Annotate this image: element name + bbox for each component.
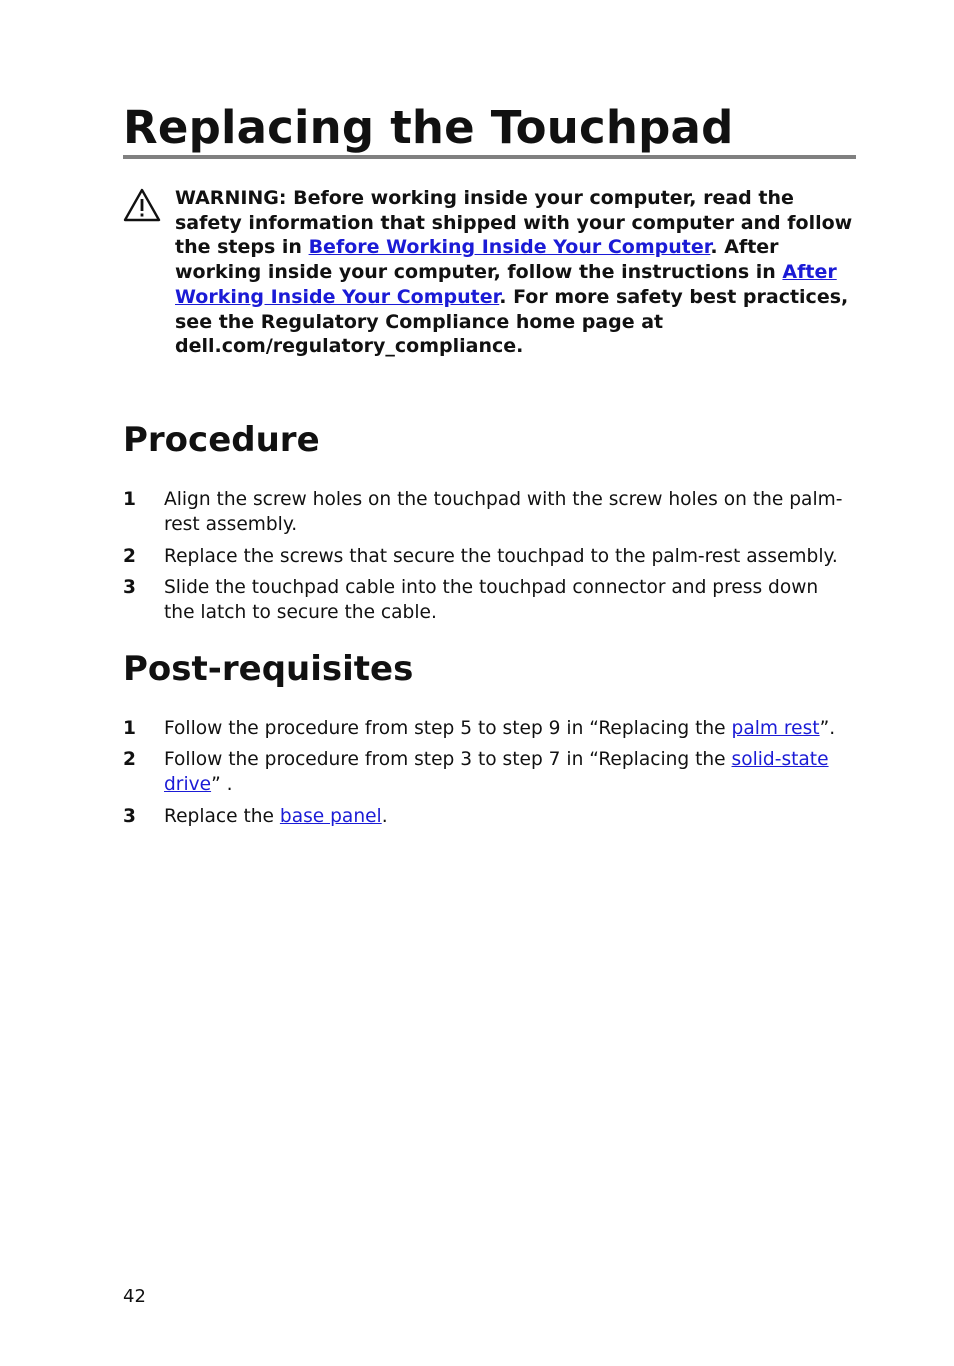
postrequisites-steps	[123, 716, 853, 829]
after-working-link[interactable]: After Working Inside Your Computer	[175, 261, 837, 308]
postrequisite-step: 2 Follow the procedure from step 3 to step 7 in “Replacing the solid-state drive” .	[123, 749, 829, 795]
page-number: 42	[123, 1286, 146, 1307]
step-text: Align the screw holes on the touchpad with the screw holes on the palm-rest assembly.	[164, 489, 843, 535]
step-number: 2	[123, 546, 136, 567]
procedure-heading: Procedure	[123, 420, 320, 460]
procedure-step	[123, 544, 853, 569]
step-number: 3	[123, 577, 136, 598]
postrequisite-step: 3 Replace the base panel.	[123, 806, 388, 827]
procedure-steps	[123, 487, 853, 625]
step-number: 1	[123, 489, 136, 510]
postrequisites-heading: Post-requisites	[123, 649, 414, 689]
step-text: Replace the screws that secure the touchpad to the palm-rest assembly.	[164, 546, 838, 567]
postrequisite-step: 1 Follow the procedure from step 5 to step 9 in “Replacing the palm rest”.	[123, 718, 836, 739]
warning-text: WARNING: Before working inside your computer, read the safety information that shipped with your computer and follow the steps in Before Working Inside Your Computer. After working inside your computer, follow the instructions in After Working Inside Your Computer. For more safety best practices, see the Regulatory Compliance home page at dell.com/regulatory_compliance.	[175, 187, 853, 358]
page-title: Replacing the Touchpad	[123, 101, 734, 154]
step-number: 1	[123, 718, 136, 739]
before-working-link[interactable]: Before Working Inside Your Computer	[308, 236, 711, 259]
procedure-step	[123, 487, 853, 537]
warning-icon	[123, 188, 161, 222]
step-text: Slide the touchpad cable into the touchpad connector and press down the latch to secure the cable.	[164, 577, 819, 623]
base-panel-link[interactable]: base panel	[279, 806, 382, 827]
step-number: 3	[123, 806, 136, 827]
palm-rest-link[interactable]: palm rest	[731, 718, 820, 739]
step-number: 2	[123, 749, 136, 770]
title-rule	[123, 155, 856, 159]
procedure-step	[123, 575, 853, 625]
solid-state-drive-link[interactable]: solid-state drive	[164, 749, 829, 795]
